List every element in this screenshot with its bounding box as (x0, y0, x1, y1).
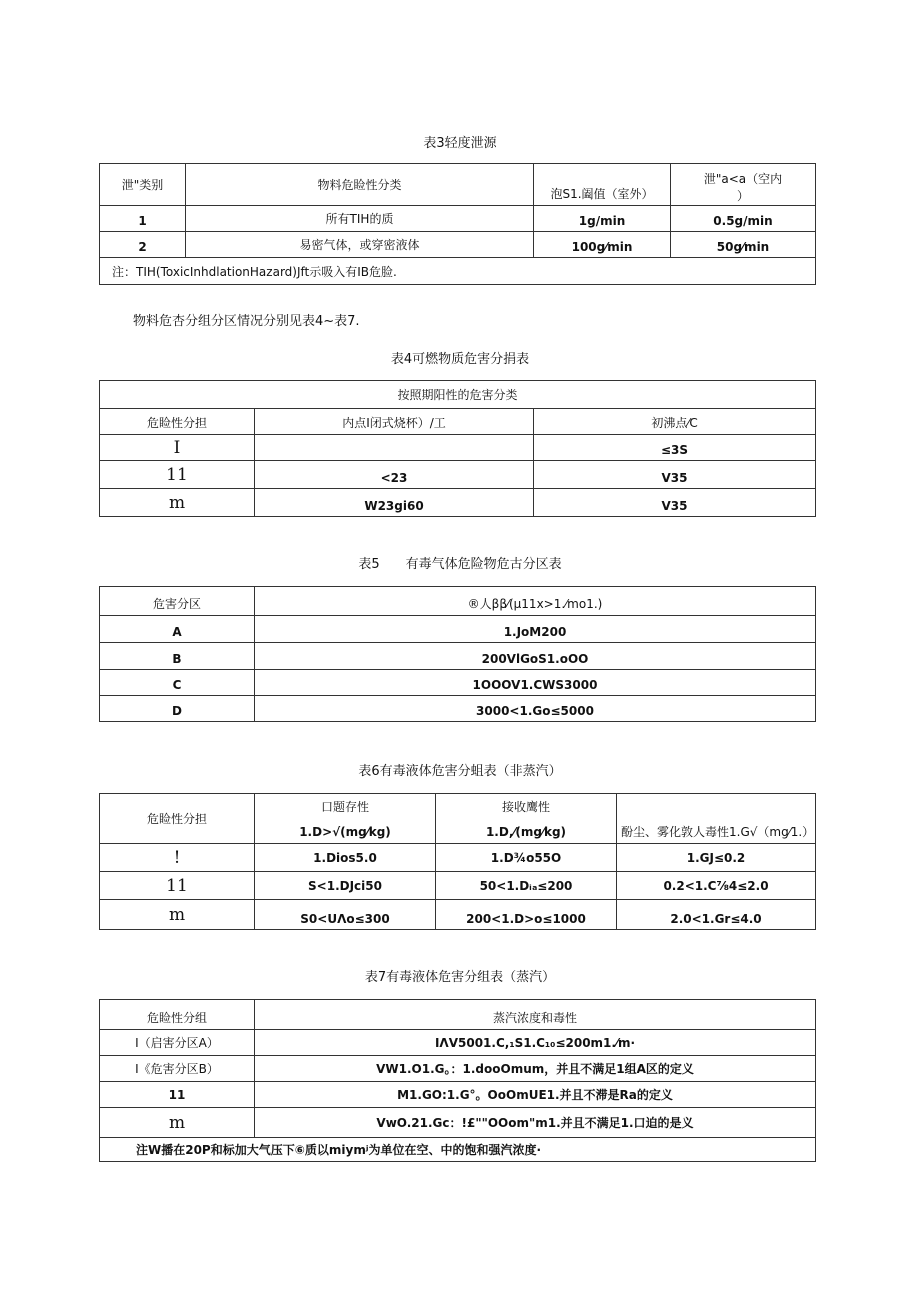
t7-value: VwO.21.Gc：!£""OOom"m1.并且不满足1.口迫的是义 (255, 1108, 816, 1138)
t4-group: I (100, 435, 255, 461)
t3-header-class: 物料危睑性分类 (186, 164, 534, 206)
table3-title: 表3轻度泄源 (423, 136, 497, 151)
table6 (99, 793, 816, 930)
t3-header-indoor-line2: ） (736, 189, 749, 203)
t6-inhalation: 0.2<1.C⅞4≤2.0 (617, 872, 816, 900)
t3-cat: 2 (100, 232, 186, 258)
t6-dermal: 50<1.Dᵢₐ≤200 (436, 872, 617, 900)
t3-outdoor: 100g⁄min (534, 232, 671, 258)
t5-value: 1.JoM200 (255, 616, 816, 643)
t6-oral: S<1.DJci50 (255, 872, 436, 900)
table4 (99, 380, 816, 517)
table5-title: 表5 有毒气体危险物危古分区表 (358, 557, 562, 572)
table7 (99, 999, 816, 1162)
t3-note: 注：TIH(ToxicInhdlationHazard)Jft示吸入有IB危脸. (100, 258, 816, 285)
table7-title: 表7有毒液体危害分组表（蒸汽） (364, 970, 556, 985)
t4-boil: ≤3S (534, 435, 816, 461)
t7-value: M1.GO:1.G°。OoOmUE1.并且不滞是Ra的定义 (255, 1082, 816, 1108)
t3-class: 易密气体，或穿密液体 (186, 232, 534, 258)
t7-value: IΛV5001.C,₁S1.C₁₀≤200m1.⁄m· (255, 1030, 816, 1056)
t4-flash: <23 (255, 461, 534, 489)
table5 (99, 586, 816, 722)
t5-value: 200VlGoS1.oOO (255, 643, 816, 670)
t5-header-zone: 危害分区 (100, 587, 255, 616)
table-row (100, 616, 816, 643)
t6-dermal: 200<1.D>o≤1000 (436, 900, 617, 930)
t6-header-oral (255, 794, 436, 844)
t7-value: VW1.O1.G。：1.dooOmum，并且不满足1组A区的定义 (255, 1056, 816, 1082)
t6-dermal: 1.D¾o55O (436, 844, 617, 872)
t3-header-category: 泄"类别 (100, 164, 186, 206)
table-row (100, 1108, 816, 1138)
table-row (100, 435, 816, 461)
table-row (100, 461, 816, 489)
table-row (100, 844, 816, 872)
t4-flash (255, 435, 534, 461)
t5-value: 3000<1.Go≤5000 (255, 696, 816, 722)
table-row (100, 670, 816, 696)
t7-group: m (100, 1108, 255, 1138)
t5-value: 1OOOV1.CWS3000 (255, 670, 816, 696)
paragraph: 物料危杏分组分区情况分别见表4~表7. (133, 314, 360, 329)
t3-indoor: 0.5g/min (671, 206, 816, 232)
t6-group: m (100, 900, 255, 930)
table-row (100, 1030, 816, 1056)
table-row (100, 232, 816, 258)
t6-group: ! (100, 844, 255, 872)
t7-header-value: 蒸汽浓度和毒性 (255, 1000, 816, 1030)
table-row (100, 696, 816, 722)
t6-inhalation: 2.0<1.Gr≤4.0 (617, 900, 816, 930)
t4-boil: V35 (534, 461, 816, 489)
t7-group: 11 (100, 1082, 255, 1108)
t3-cat: 1 (100, 206, 186, 232)
t7-note: 注W播在20P和标加大气压下⑥质以miymʲ为单位在空、中的饱和强汽浓度· (100, 1138, 816, 1162)
table-row (100, 1056, 816, 1082)
t6-header-dermal-line1: 接收鹰性 (501, 800, 550, 814)
table-row (100, 900, 816, 930)
t6-group: 11 (100, 872, 255, 900)
table-row (100, 643, 816, 670)
t3-class: 所有TIH的质 (186, 206, 534, 232)
t7-header-group: 危睑性分组 (100, 1000, 255, 1030)
table6-title: 表6有毒液体危害分蛆表（非蒸汽） (358, 764, 562, 779)
table-row (100, 206, 816, 232)
t4-header-top: 按照期阳性的危害分类 (100, 381, 816, 409)
t5-zone: B (100, 643, 255, 670)
t6-header-dermal-line2: 1.D,⁄(mg⁄kg) (485, 825, 567, 839)
t6-header-inhalation: 酚尘、雾化敦人毒性1.G√（mg⁄1.） (617, 794, 816, 844)
t7-group: I《危害分区B） (100, 1056, 255, 1082)
t4-flash: W23gi60 (255, 489, 534, 517)
t4-header-flash: 内点I闭式烧杯）/工 (255, 409, 534, 435)
t6-inhalation: 1.GJ≤0.2 (617, 844, 816, 872)
t5-header-value: ®人ββ⁄(μ11x>1.⁄mo1.) (255, 587, 816, 616)
table3 (99, 163, 816, 285)
t4-group: 11 (100, 461, 255, 489)
table-row (100, 872, 816, 900)
t6-header-group: 危睑性分担 (100, 794, 255, 844)
t5-zone: D (100, 696, 255, 722)
t6-header-oral-line1: 口题存性 (320, 800, 369, 814)
table-row (100, 1082, 816, 1108)
t4-group: m (100, 489, 255, 517)
t3-header-outdoor: 泡S1.阖值（室外） (534, 164, 671, 206)
t7-group: I（启害分区A） (100, 1030, 255, 1056)
t6-header-oral-line2: 1.D>√(mg⁄kg) (299, 825, 391, 839)
t3-header-indoor-line1: 泄"a<a（空内 (703, 172, 783, 186)
t6-oral: 1.Dios5.0 (255, 844, 436, 872)
t4-header-group: 危睑性分担 (100, 409, 255, 435)
t4-header-boil: 初沸点⁄C (534, 409, 816, 435)
t3-indoor: 50g⁄min (671, 232, 816, 258)
t3-header-indoor (671, 164, 816, 206)
t6-header-dermal (436, 794, 617, 844)
t4-boil: V35 (534, 489, 816, 517)
t3-outdoor: 1g/min (534, 206, 671, 232)
t6-oral: S0<UΛo≤300 (255, 900, 436, 930)
table4-title: 表4可燃物质危害分捐表 (390, 352, 530, 367)
t5-zone: C (100, 670, 255, 696)
t5-zone: A (100, 616, 255, 643)
table-row (100, 489, 816, 517)
